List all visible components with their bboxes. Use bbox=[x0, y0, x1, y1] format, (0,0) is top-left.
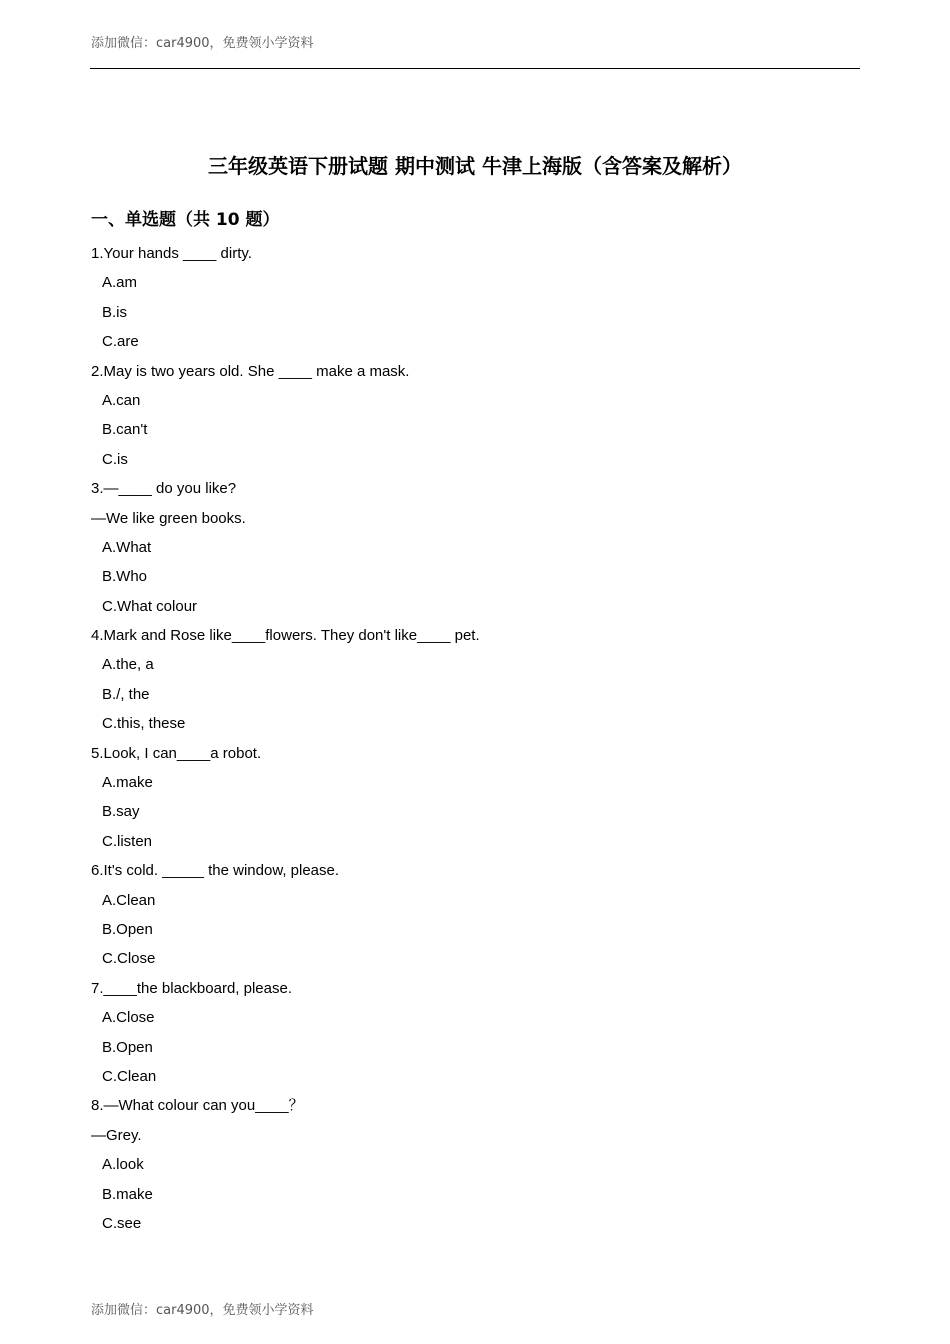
question-stem-response: —Grey. bbox=[91, 1126, 142, 1144]
answer-option: C.see bbox=[102, 1214, 142, 1232]
question-stem: 1.Your hands ____ dirty. bbox=[91, 245, 252, 262]
answer-option: B.Open bbox=[102, 1038, 153, 1056]
header-divider bbox=[90, 68, 860, 69]
answer-option: C.this, these bbox=[102, 715, 186, 733]
answer-option: A.the, a bbox=[102, 656, 154, 674]
answer-option: A.Clean bbox=[102, 891, 156, 909]
question-stem: 8.—What colour can you____？ bbox=[91, 1097, 304, 1115]
answer-option: C.is bbox=[102, 450, 128, 468]
answer-option: A.am bbox=[102, 274, 138, 292]
answer-option: B.say bbox=[102, 803, 140, 821]
answer-option: C.are bbox=[102, 333, 139, 351]
question-stem: 5.Look, I can____a robot. bbox=[91, 744, 262, 762]
answer-option: A.look bbox=[102, 1156, 144, 1174]
answer-option: C.Clean bbox=[102, 1067, 157, 1085]
answer-option: A.Close bbox=[102, 1009, 155, 1027]
answer-option: A.make bbox=[102, 774, 153, 792]
question-stem: 7.____the blackboard, please. bbox=[91, 979, 292, 997]
question-stem: 3.—____ do you like? bbox=[91, 480, 237, 498]
document-title: 三年级英语下册试题 期中测试 牛津上海版（含答案及解析） bbox=[208, 154, 742, 178]
answer-option: C.What colour bbox=[102, 597, 198, 615]
footer-note: 添加微信：car4900，免费领小学资料 bbox=[91, 1303, 314, 1318]
answer-option: A.can bbox=[102, 391, 141, 409]
answer-option: C.listen bbox=[102, 832, 153, 850]
answer-option: B.Open bbox=[102, 920, 153, 938]
question-stem-response: —We like green books. bbox=[91, 509, 246, 527]
question-stem: 2.May is two years old. She ____ make a mask. bbox=[91, 362, 410, 380]
answer-option: A.What bbox=[102, 538, 152, 556]
question-stem: 4.Mark and Rose like____flowers. They don't like____ pet. bbox=[91, 627, 480, 645]
question-list bbox=[91, 242, 861, 1241]
header-note: 添加微信：car4900，免费领小学资料 bbox=[91, 36, 314, 51]
answer-option: B.Who bbox=[102, 568, 148, 586]
answer-option: C.Close bbox=[102, 950, 156, 968]
section-heading: 一、单选题（共 10 题） bbox=[91, 210, 280, 230]
question-stem: 6.It's cold. _____ the window, please. bbox=[91, 862, 340, 880]
answer-option: B./, the bbox=[102, 685, 150, 703]
answer-option: B.is bbox=[102, 303, 128, 321]
answer-option: B.can't bbox=[102, 421, 148, 439]
answer-option: B.make bbox=[102, 1185, 153, 1203]
